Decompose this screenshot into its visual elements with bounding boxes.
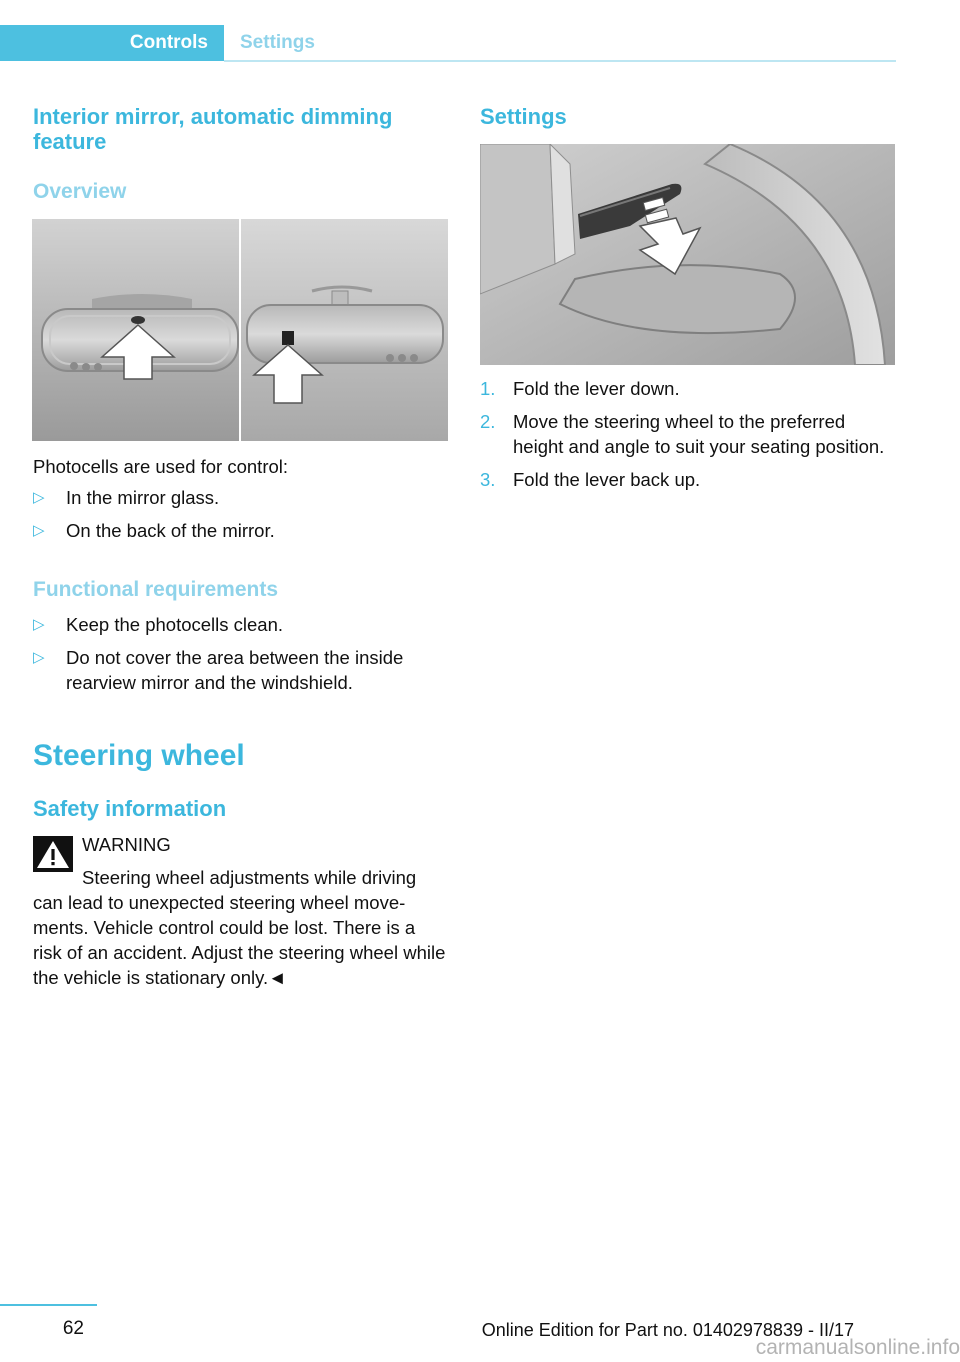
list-item: ▷ Keep the photocells clean. <box>33 614 284 635</box>
list-item: ▷ In the mirror glass. <box>33 487 220 508</box>
list-item: 2. Move the steering wheel to the preferred height and angle to suit your seating position. <box>480 411 885 457</box>
list-item: ▷ Do not cover the area between the inside rearview mirror and the windshield. <box>33 647 404 693</box>
page-number: 62 <box>62 1318 84 1339</box>
mirror-illustration <box>32 219 448 441</box>
steering-heading: Steering wheel <box>33 739 245 772</box>
header-subsection: Settings <box>240 32 315 53</box>
photocell-list <box>33 485 448 551</box>
header-section-tab[interactable] <box>0 25 224 61</box>
photocells-intro: Photocells are used for control: <box>33 456 289 477</box>
edition-info: Online Edition for Part no. 01402978839 - II/17 <box>481 1320 854 1340</box>
steering-lever-illustration <box>480 144 895 365</box>
header-section-label: Controls <box>129 32 208 53</box>
safety-heading: Safety information <box>33 796 227 821</box>
settings-heading: Settings <box>480 104 567 129</box>
triangle-bullet-icon: ▷ <box>33 522 45 539</box>
warning-label: WARNING <box>82 834 171 855</box>
list-item: 1. Fold the lever down. <box>480 378 680 399</box>
functional-list <box>33 612 448 703</box>
list-item: ▷ On the back of the mirror. <box>33 520 275 541</box>
header-rule <box>224 60 896 62</box>
mirror-photo <box>32 219 448 441</box>
watermark: carmanualsonline.info <box>755 1336 960 1359</box>
overview-heading: Overview <box>33 180 127 203</box>
settings-steps <box>480 376 895 500</box>
list-item: 3. Fold the lever back up. <box>480 469 701 490</box>
footer-rule <box>0 1304 97 1306</box>
functional-heading: Functional requirements <box>33 578 279 601</box>
triangle-bullet-icon: ▷ <box>33 616 45 633</box>
triangle-bullet-icon: ▷ <box>33 649 45 666</box>
steering-lever-photo <box>480 144 895 365</box>
warning-text: Steering wheel adjustments while driving can lead to unexpected steering wheel movements. Vehicle control could be lost. There is a risk of an accident. Adjust the steering wheel while the vehicle is stationary only.◄ <box>33 867 446 988</box>
mirror-title: Interior mirror, automatic dimming feature <box>33 104 393 154</box>
triangle-bullet-icon: ▷ <box>33 489 45 506</box>
